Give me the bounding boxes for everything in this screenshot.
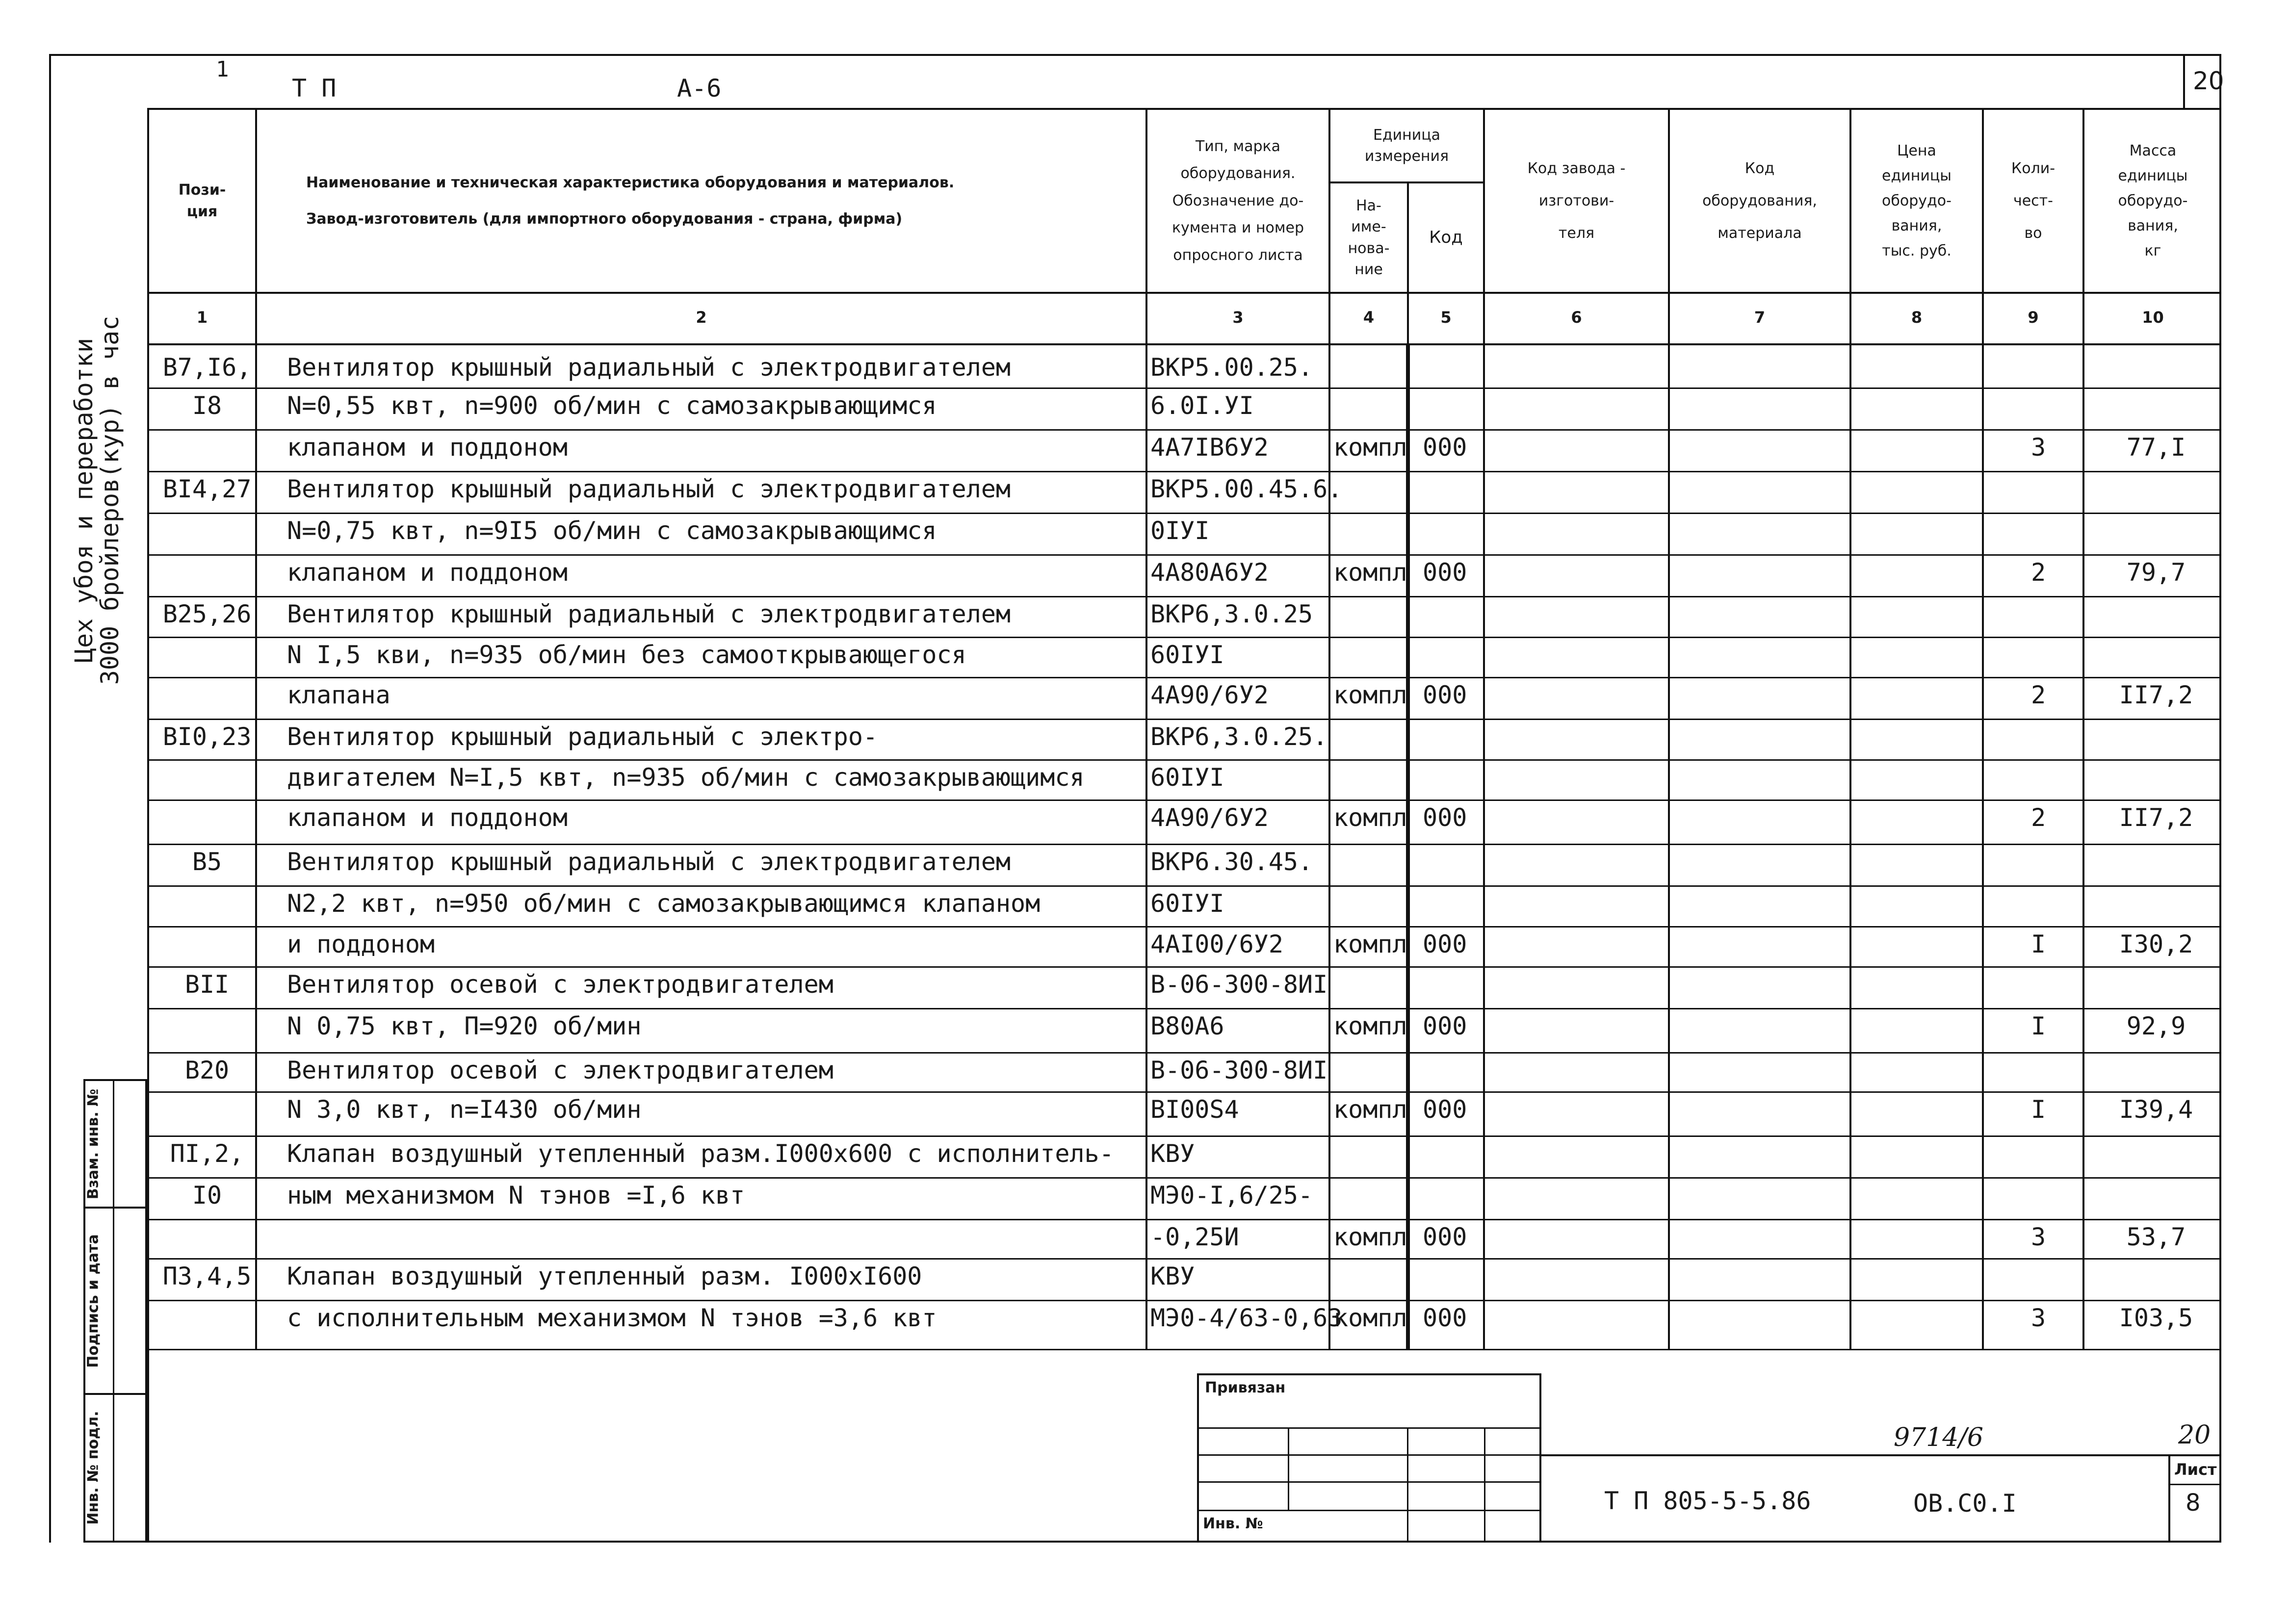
cell-code: 000 bbox=[1423, 1223, 1467, 1251]
cell-pos: ВI4,27 bbox=[162, 475, 252, 503]
row-divider bbox=[147, 596, 2221, 597]
stamp-privyazan-top bbox=[1197, 1373, 1540, 1375]
stamp-privyazan-label: Привязан bbox=[1205, 1379, 1286, 1396]
cell-pos: I8 bbox=[192, 391, 222, 420]
cell-type: КВУ bbox=[1150, 1262, 1195, 1290]
cell-mass: I03,5 bbox=[2119, 1304, 2193, 1332]
cell-type: В-06-300-8ИI bbox=[1150, 1056, 1328, 1084]
header-bottom bbox=[147, 292, 2221, 294]
left-stamp-div2 bbox=[83, 1393, 147, 1395]
cell-mass: 53,7 bbox=[2126, 1223, 2186, 1251]
doc-code: ОВ.С0.I bbox=[1913, 1489, 2017, 1518]
titleblock-top bbox=[1540, 1454, 2221, 1456]
row-divider bbox=[147, 1008, 2221, 1009]
cell-qty: 2 bbox=[2030, 558, 2046, 587]
cell-name: N=0,55 квт, n=900 об/мин с самозакрывающимся bbox=[287, 391, 937, 420]
stamp-row4 bbox=[1197, 1510, 1540, 1511]
left-stamp-innerline bbox=[113, 1079, 114, 1543]
header-type: Тип, марка оборудования. Обозначение до- кумента и номер опросного листа bbox=[1171, 137, 1304, 264]
cell-unit: компл bbox=[1333, 930, 1407, 958]
stamp-row3 bbox=[1197, 1481, 1540, 1483]
cell-unit: компл bbox=[1333, 433, 1407, 462]
cell-pos: ВI0,23 bbox=[162, 722, 252, 751]
cell-unit: компл bbox=[1333, 1012, 1407, 1040]
cell-type: В-06-300-8ИI bbox=[1150, 970, 1328, 999]
frame-top bbox=[49, 54, 2221, 56]
row-divider bbox=[147, 387, 2221, 389]
cell-qty: 3 bbox=[2030, 1223, 2046, 1251]
cell-unit: компл bbox=[1333, 803, 1407, 832]
header-name-line1: Наименование и техническая характеристика оборудования и материалов. bbox=[306, 174, 955, 191]
colnum-9: 9 bbox=[2028, 308, 2039, 327]
vline-6 bbox=[1668, 108, 1670, 1349]
cell-name: Вентилятор осевой с электродвигателем bbox=[287, 970, 833, 999]
left-stamp-right bbox=[145, 1079, 147, 1543]
stamp-privyazan-left bbox=[1197, 1373, 1199, 1543]
cell-name: клапаном и поддоном bbox=[287, 558, 568, 587]
row-divider bbox=[147, 1052, 2221, 1054]
row-divider bbox=[147, 554, 2221, 556]
cell-code: 000 bbox=[1423, 558, 1467, 587]
cell-code: 000 bbox=[1423, 803, 1467, 832]
cell-name: N 3,0 квт, n=I430 об/мин bbox=[287, 1095, 642, 1124]
header-factory-code: Код завода - изготови- теля bbox=[1527, 159, 1626, 242]
row-divider bbox=[147, 966, 2221, 968]
colnum-6: 6 bbox=[1571, 308, 1582, 327]
left-stamp-podpis: Подпись и дата bbox=[84, 1234, 102, 1368]
vline-9 bbox=[2082, 108, 2084, 1349]
cell-mass: II7,2 bbox=[2119, 681, 2193, 709]
cell-code: 000 bbox=[1423, 930, 1467, 958]
cell-mass: 92,9 bbox=[2126, 1012, 2186, 1040]
cell-code: 000 bbox=[1423, 433, 1467, 462]
side-text-line2: 3000 бройлеров(кур) в час bbox=[95, 315, 124, 685]
row-divider bbox=[147, 471, 2221, 472]
project-code: Т П 805-5-5.86 bbox=[1604, 1487, 1811, 1515]
page-number: 20 bbox=[2193, 67, 2224, 95]
side-text bbox=[71, 206, 130, 795]
header-unit-code: Код bbox=[1429, 227, 1463, 247]
colnum-10: 10 bbox=[2142, 308, 2164, 327]
cell-name: Вентилятор крышный радиальный с электродвигателем bbox=[287, 848, 1011, 876]
cell-qty: 2 bbox=[2030, 681, 2046, 709]
cell-type: В80А6 bbox=[1150, 1012, 1224, 1040]
cell-pos: П3,4,5 bbox=[162, 1262, 252, 1290]
cell-name: Клапан воздушный утепленный разм.I000х600 с исполнитель- bbox=[287, 1139, 1114, 1168]
stamp-col2 bbox=[1407, 1427, 1408, 1543]
header-mass: Масса единицы оборудо- вания, кг bbox=[2118, 142, 2188, 259]
cell-qty: 3 bbox=[2030, 1304, 2046, 1332]
vline-2 bbox=[1145, 108, 1147, 1349]
cell-name: и поддоном bbox=[287, 930, 435, 958]
cell-name: ным механизмом N тэнов =I,6 квт bbox=[287, 1181, 745, 1210]
row-divider bbox=[147, 844, 2221, 845]
colnum-4: 4 bbox=[1363, 308, 1375, 327]
header-equipment-code: Код оборудования, материала bbox=[1702, 159, 1817, 242]
cell-type: 0IУI bbox=[1150, 516, 1210, 545]
cell-mass: I39,4 bbox=[2119, 1095, 2193, 1124]
cell-mass: I30,2 bbox=[2119, 930, 2193, 958]
header-quantity: Коли- чест- во bbox=[2011, 159, 2056, 242]
cell-pos: В20 bbox=[184, 1056, 230, 1084]
row-divider bbox=[147, 1177, 2221, 1179]
cell-type: -0,25И bbox=[1150, 1223, 1239, 1251]
cell-name: N2,2 квт, n=950 об/мин с самозакрывающимся клапаном bbox=[287, 889, 1041, 918]
cell-code: 000 bbox=[1423, 1304, 1467, 1332]
thick-divider-4-5 bbox=[1406, 343, 1410, 1349]
page-box-left bbox=[2183, 54, 2185, 109]
cell-mass: II7,2 bbox=[2119, 803, 2193, 832]
cell-type: 60IУI bbox=[1150, 763, 1224, 792]
series-label: Т П bbox=[292, 74, 337, 103]
stamp-col3 bbox=[1484, 1427, 1485, 1543]
row-divider bbox=[147, 1219, 2221, 1220]
vline-5 bbox=[1483, 108, 1485, 1349]
cell-unit: компл bbox=[1333, 1223, 1407, 1251]
frame-left bbox=[49, 54, 51, 1543]
row-divider bbox=[147, 1349, 2221, 1350]
row-divider bbox=[147, 799, 2221, 801]
cell-type: МЭ0-4/63-0,63 bbox=[1150, 1304, 1343, 1332]
cell-type: ВI00S4 bbox=[1150, 1095, 1239, 1124]
row-divider bbox=[147, 1258, 2221, 1260]
row-divider bbox=[147, 926, 2221, 928]
stamp-row2 bbox=[1197, 1454, 1540, 1456]
cell-name: N=0,75 квт, n=9I5 об/мин с самозакрывающимся bbox=[287, 516, 937, 545]
colnum-1: 1 bbox=[196, 308, 208, 327]
cell-qty: 3 bbox=[2030, 433, 2046, 462]
cell-type: ВКР5.00.25. bbox=[1150, 353, 1313, 382]
cell-code: 000 bbox=[1423, 681, 1467, 709]
cell-name: N 0,75 квт, П=920 об/мин bbox=[287, 1012, 642, 1040]
cell-name: двигателем N=I,5 квт, n=935 об/мин с самозакрывающимся bbox=[287, 763, 1085, 792]
colnum-bottom bbox=[147, 343, 2221, 345]
cell-pos: В5 bbox=[192, 848, 222, 876]
header-unit-name: На- име- нова- ние bbox=[1348, 197, 1390, 278]
stamp-privyazan-right bbox=[1539, 1373, 1541, 1543]
vline-8 bbox=[1982, 108, 1984, 1349]
stamp-row1 bbox=[1197, 1427, 1540, 1429]
cell-type: ВКР6.30.45. bbox=[1150, 848, 1313, 876]
cell-type: 4А90/6У2 bbox=[1150, 681, 1269, 709]
vline-1 bbox=[255, 108, 257, 1349]
cell-unit: компл bbox=[1333, 1095, 1407, 1124]
cell-name: Вентилятор крышный радиальный с электродвигателем bbox=[287, 353, 1011, 382]
vline-7 bbox=[1849, 108, 1851, 1349]
cell-unit: компл bbox=[1333, 1304, 1407, 1332]
row-divider bbox=[147, 1135, 2221, 1137]
cell-code: 000 bbox=[1423, 1095, 1467, 1124]
cell-pos: В7,I6, bbox=[162, 353, 252, 382]
cell-name: Клапан воздушный утепленный разм. I000хI600 bbox=[287, 1262, 922, 1290]
header-price: Цена единицы оборудо- вания, тыс. руб. bbox=[1882, 142, 1952, 259]
row-divider bbox=[147, 719, 2221, 720]
sheet-box-mid bbox=[2168, 1484, 2221, 1485]
row-divider bbox=[147, 513, 2221, 514]
row-divider bbox=[147, 1091, 2221, 1093]
cell-type: ВКР6,3.0.25 bbox=[1150, 600, 1313, 628]
cell-type: 4А80А6У2 bbox=[1150, 558, 1269, 587]
cell-type: КВУ bbox=[1150, 1139, 1195, 1168]
sheet-number: 8 bbox=[2186, 1489, 2201, 1517]
row-divider bbox=[147, 429, 2221, 431]
cell-name: клапаном и поддоном bbox=[287, 803, 568, 832]
row-divider bbox=[147, 677, 2221, 678]
cell-type: 60IУI bbox=[1150, 889, 1224, 918]
cell-pos: В25,26 bbox=[162, 600, 252, 628]
cell-name: клапаном и поддоном bbox=[287, 433, 568, 462]
left-mark: 1 bbox=[216, 57, 229, 82]
header-position: Пози- ция bbox=[178, 181, 226, 220]
cell-qty: I bbox=[2030, 1095, 2046, 1124]
cell-pos: ВII bbox=[184, 970, 230, 999]
cell-name: с исполнительным механизмом N тэнов =3,6 квт bbox=[287, 1304, 937, 1332]
cell-pos: ПI,2, bbox=[170, 1139, 244, 1168]
colnum-7: 7 bbox=[1754, 308, 1766, 327]
row-divider bbox=[147, 637, 2221, 638]
row-divider bbox=[147, 885, 2221, 887]
header-unit: Единица измерения bbox=[1364, 126, 1449, 165]
cell-mass: 77,I bbox=[2126, 433, 2186, 462]
cell-qty: I bbox=[2030, 1012, 2046, 1040]
cell-name: Вентилятор крышный радиальный с электро- bbox=[287, 722, 878, 751]
cell-type: ВКР5.00.45.6. bbox=[1150, 475, 1343, 503]
vline-3 bbox=[1328, 108, 1330, 1349]
header-name bbox=[257, 110, 1145, 292]
cell-unit: компл bbox=[1333, 558, 1407, 587]
sheet-box-left bbox=[2168, 1454, 2170, 1543]
cell-type: 4А7IВ6У2 bbox=[1150, 433, 1269, 462]
cell-code: 000 bbox=[1423, 1012, 1467, 1040]
cell-name: Вентилятор осевой с электродвигателем bbox=[287, 1056, 833, 1084]
album-label: А-6 bbox=[677, 74, 722, 103]
cell-qty: 2 bbox=[2030, 803, 2046, 832]
colnum-3: 3 bbox=[1232, 308, 1244, 327]
cell-pos: I0 bbox=[192, 1181, 222, 1210]
left-stamp-inv: Инв. № подл. bbox=[84, 1411, 102, 1525]
side-text-line1: Цех убоя и переработки bbox=[70, 337, 98, 663]
row-divider bbox=[147, 759, 2221, 761]
cell-name: клапана bbox=[287, 681, 390, 709]
cell-name: N I,5 кви, n=935 об/мин без самооткрывающегося bbox=[287, 641, 966, 669]
sheet-number-top: 20 bbox=[2178, 1420, 2211, 1450]
cell-name: Вентилятор крышный радиальный с электродвигателем bbox=[287, 600, 1011, 628]
sheet-label: Лист bbox=[2174, 1460, 2217, 1479]
stamp-col1 bbox=[1288, 1427, 1289, 1510]
colnum-2: 2 bbox=[696, 308, 707, 327]
cell-type: 6.0I.УI bbox=[1150, 391, 1254, 420]
row-divider bbox=[147, 1300, 2221, 1301]
colnum-5: 5 bbox=[1440, 308, 1452, 327]
cell-type: 60IУI bbox=[1150, 641, 1224, 669]
header-name-line2: Завод-изготовитель (для импортного оборудования - страна, фирма) bbox=[306, 210, 903, 228]
left-stamp-vzam: Взам. инв. № bbox=[84, 1088, 102, 1200]
stamp-inv-label: Инв. № bbox=[1203, 1515, 1263, 1532]
cell-type: ВКР6,3.0.25. bbox=[1150, 722, 1328, 751]
cell-type: МЭ0-I,6/25- bbox=[1150, 1181, 1313, 1210]
cell-type: 4АI00/6У2 bbox=[1150, 930, 1283, 958]
colnum-8: 8 bbox=[1911, 308, 1923, 327]
cell-mass: 79,7 bbox=[2126, 558, 2186, 587]
cell-unit: компл bbox=[1333, 681, 1407, 709]
cell-type: 4А90/6У2 bbox=[1150, 803, 1269, 832]
frame-bottom bbox=[83, 1541, 2221, 1543]
cell-name: Вентилятор крышный радиальный с электродвигателем bbox=[287, 475, 1011, 503]
doc-number-handwritten: 9714/6 bbox=[1894, 1423, 1983, 1452]
cell-qty: I bbox=[2030, 930, 2046, 958]
